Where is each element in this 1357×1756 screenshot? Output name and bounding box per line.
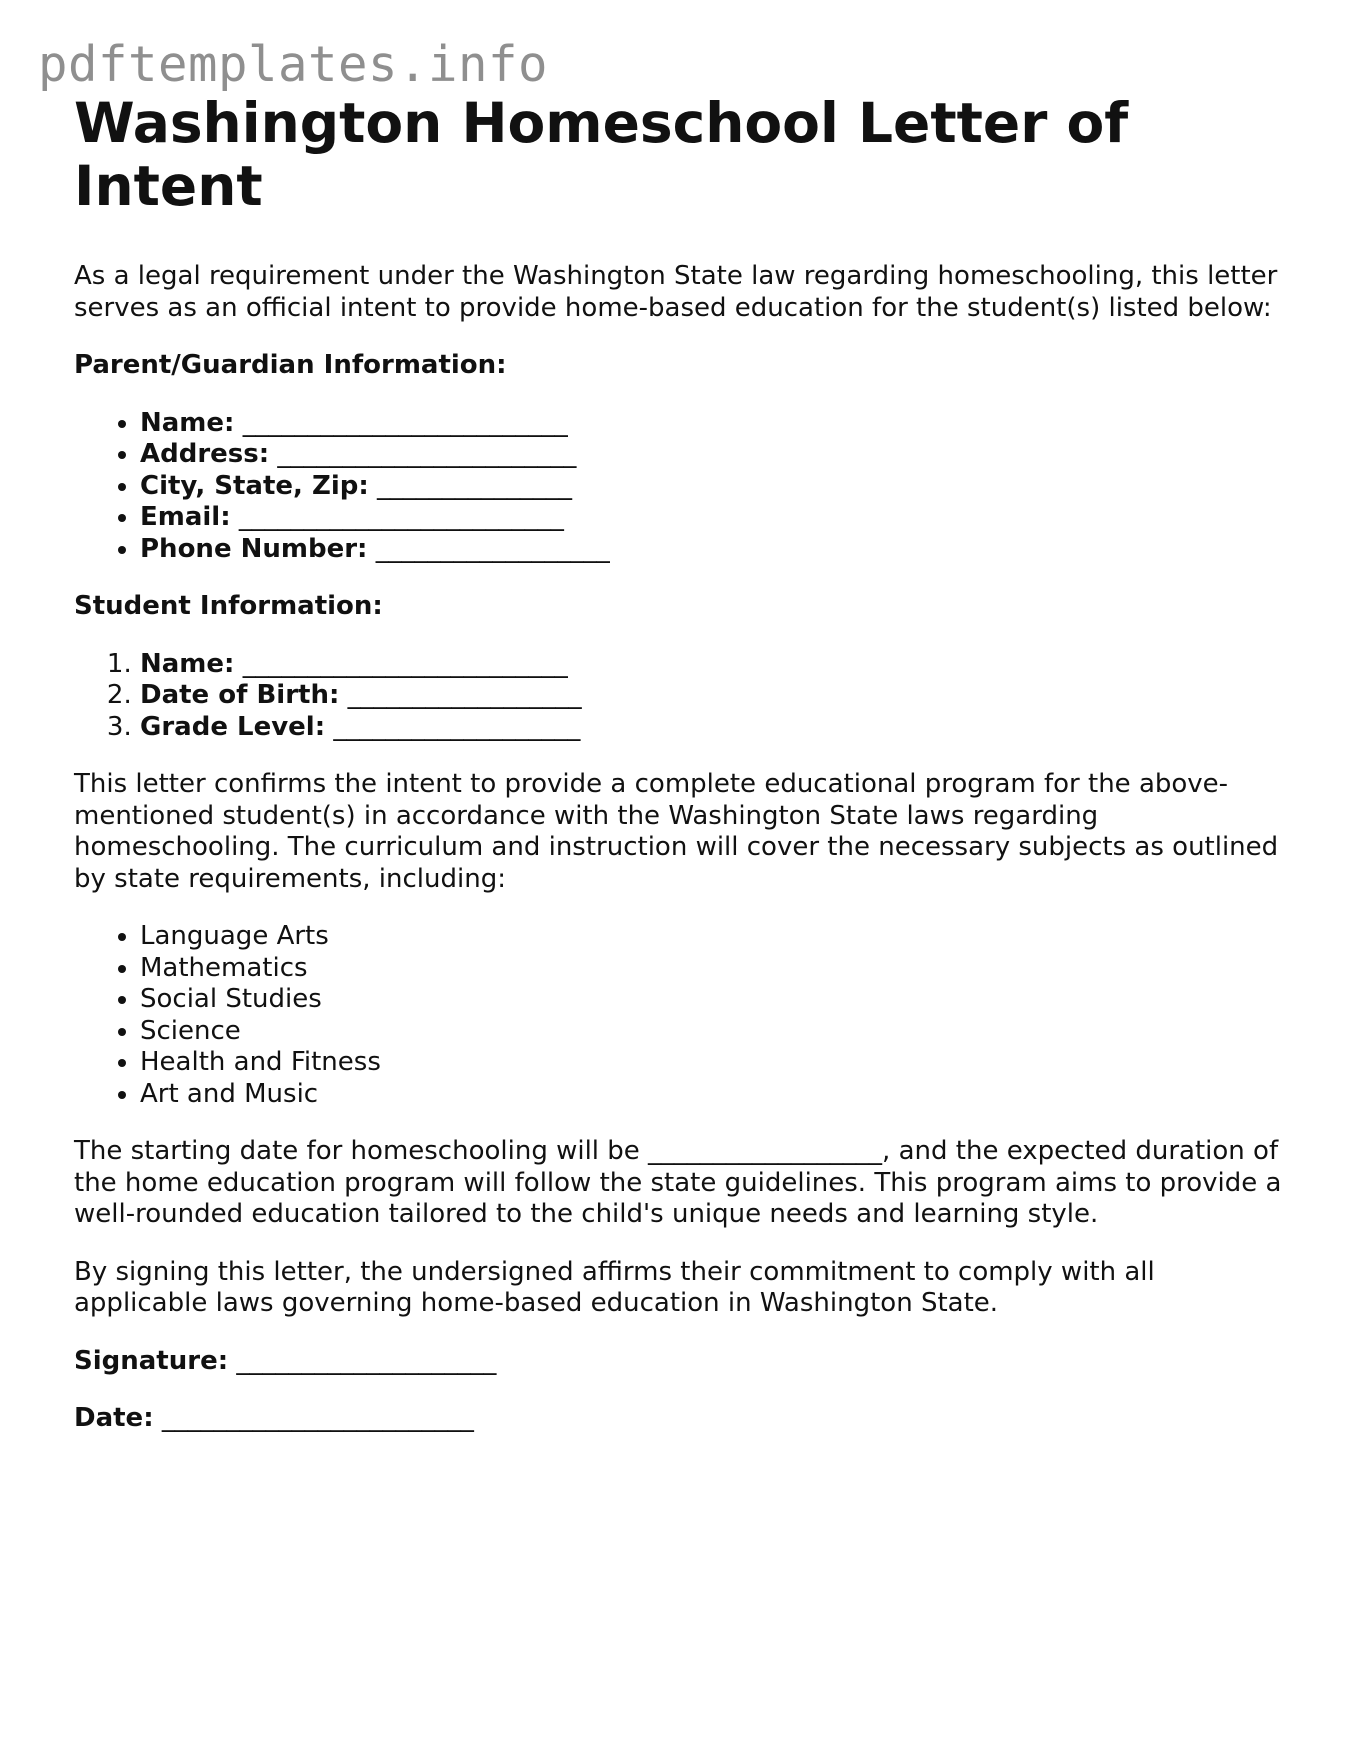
parent-address-field[interactable] [140,439,1294,471]
field-label: Grade Level: [140,711,326,742]
field-label: Email: [140,502,231,532]
watermark: pdftemplates.info [38,36,549,93]
parent-email-field[interactable] [140,502,1294,534]
field-label: Date of Birth: [140,680,340,710]
student-section-heading: Student Information: [74,591,383,621]
parent-fields-list [74,408,1294,566]
intro-paragraph: As a legal requirement under the Washington State law regarding homeschooling, this letter serves as an official intent to provide home-based education for the student(s) listed below: [74,261,1278,323]
field-blank[interactable]: _______________ [377,470,573,501]
parent-phone-field[interactable] [140,534,1294,566]
date-line[interactable] [74,1403,1294,1435]
field-blank[interactable]: _________________________ [238,502,564,532]
affirmation-paragraph: By signing this letter, the undersigned affirms their commitment to comply with all applicable laws governing home-based education in Washington State. [74,1256,1155,1318]
confirmation-paragraph: This letter confirms the intent to provide a complete educational program for the above-mentioned student(s) in accordance with the Washington State laws regarding homeschooling. The curriculum and instruction will cover the necessary subjects as outlined by state requirements, including: [74,769,1279,894]
subject-item: • Art and Music [140,1079,1294,1111]
field-label: Address: [140,439,270,469]
parent-section-heading: Parent/Guardian Information: [74,350,507,380]
field-blank[interactable]: _______________________ [277,439,577,469]
field-label: Name: [140,648,235,679]
signature-label: Signature: [74,1345,229,1376]
subject-item: • Science [140,1016,1294,1048]
student-fields-list [74,649,1294,744]
letter-document [74,92,1294,1435]
subject-item: • Mathematics [140,953,1294,985]
field-blank[interactable]: ___________________ [333,711,581,742]
subject-item: • Social Studies [140,984,1294,1016]
date-label: Date: [74,1403,154,1433]
signature-line[interactable] [74,1346,1294,1378]
field-blank[interactable]: __________________ [347,680,582,710]
field-blank[interactable]: _________________________ [242,648,568,679]
field-label: City, State, Zip: [140,470,369,501]
field-blank[interactable]: _________________________ [242,407,568,438]
subjects-list [74,921,1294,1110]
field-label: Phone Number: [140,533,368,564]
subject-item: • Health and Fitness [140,1047,1294,1079]
student-grade-field[interactable] [140,712,1294,744]
subject-item: • Language Arts [140,921,1294,953]
document-title: Washington Homeschool Letter of Intent [74,91,1129,218]
signature-blank[interactable]: ____________________ [236,1345,497,1376]
student-name-field[interactable] [140,649,1294,681]
field-label: Name: [140,407,235,438]
date-blank[interactable]: ________________________ [161,1403,474,1433]
parent-name-field[interactable] [140,408,1294,440]
field-blank[interactable]: __________________ [375,533,610,564]
parent-city-state-zip-field[interactable] [140,471,1294,503]
start-date-paragraph: The starting date for homeschooling will be __________________, and the expected duration of the home education program will follow the state guidelines. This program aims to provide a well-rounded education tailored to the child's unique needs and learning style. [74,1136,1282,1229]
student-dob-field[interactable] [140,680,1294,712]
